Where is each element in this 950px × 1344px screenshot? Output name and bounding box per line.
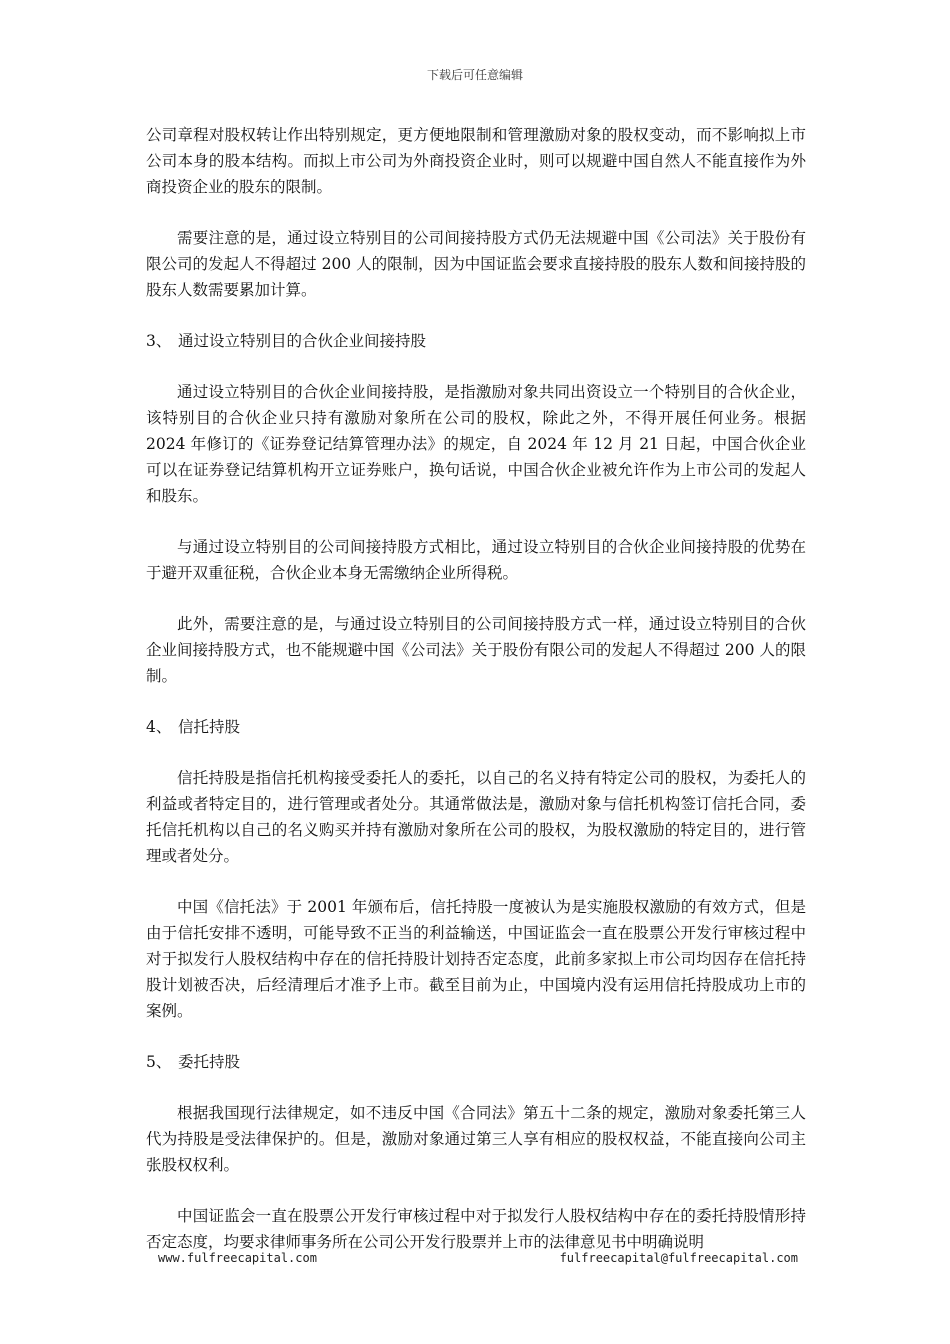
section-title: 通过设立特别目的合伙企业间接持股 <box>178 332 427 350</box>
paragraph: 需要注意的是，通过设立特别目的公司间接持股方式仍无法规避中国《公司法》关于股份有限公司的发起人不得超过 200 人的限制，因为中国证监会要求直接持股的股东人数和间接持股的股东人数需要累加计算。 <box>146 229 806 299</box>
section-heading-5 <box>146 1049 806 1075</box>
section-title: 信托持股 <box>178 718 241 736</box>
paragraph: 通过设立特别目的合伙企业间接持股，是指激励对象共同出资设立一个特别目的合伙企业，该特别目的合伙企业只持有激励对象所在公司的股权，除此之外，不得开展任何业务。根据 2024 年修订的《证券登记结算管理办法》的规定，自 2024 年 12 月 21 日起，中国合伙企业可以在证券登记结算机构开立证券账户，换句话说，中国合伙企业被允许作为上市公司的发起人和股东。 <box>146 383 806 505</box>
paragraph: 中国《信托法》于 2001 年颁布后，信托持股一度被认为是实施股权激励的有效方式，但是由于信托安排不透明，可能导致不正当的利益输送，中国证监会一直在股票公开发行审核过程中对于拟发行人股权结构中存在的信托持股计划持否定态度，此前多家拟上市公司均因存在信托持股计划被否决，后经清理后才准予上市。截至目前为止，中国境内没有运用信托持股成功上市的案例。 <box>146 898 806 1020</box>
paragraph-continuation: 公司章程对股权转让作出特别规定，更方便地限制和管理激励对象的股权变动，而不影响拟上市公司本身的股本结构。而拟上市公司为外商投资企业时，则可以规避中国自然人不能直接作为外商投资企业的股东的限制。 <box>146 126 806 196</box>
paragraph: 信托持股是指信托机构接受委托人的委托，以自己的名义持有特定公司的股权，为委托人的利益或者特定目的，进行管理或者处分。其通常做法是，激励对象与信托机构签订信托合同，委托信托机构以自己的名义购买并持有激励对象所在公司的股权，为股权激励的特定目的，进行管理或者处分。 <box>146 769 806 865</box>
paragraph: 中国证监会一直在股票公开发行审核过程中对于拟发行人股权结构中存在的委托持股情形持否定态度，均要求律师事务所在公司公开发行股票并上市的法律意见书中明确说明 <box>146 1207 806 1251</box>
paragraph: 与通过设立特别目的公司间接持股方式相比，通过设立特别目的合伙企业间接持股的优势在于避开双重征税，合伙企业本身无需缴纳企业所得税。 <box>146 538 806 582</box>
document-body <box>146 122 806 1280</box>
section-heading-3 <box>146 328 806 354</box>
section-number: 4、 <box>146 718 172 736</box>
footer-website: www.fulfreecapital.com <box>158 1251 317 1265</box>
paragraph: 根据我国现行法律规定，如不违反中国《合同法》第五十二条的规定，激励对象委托第三人代为持股是受法律保护的。但是，激励对象通过第三人享有相应的股权权益，不能直接向公司主张股权权利。 <box>146 1104 806 1174</box>
page-header-note: 下载后可任意编辑 <box>426 68 523 82</box>
section-heading-4 <box>146 714 806 740</box>
paragraph: 此外，需要注意的是，与通过设立特别目的公司间接持股方式一样，通过设立特别目的合伙企业间接持股方式，也不能规避中国《公司法》关于股份有限公司的发起人不得超过 200 人的限制。 <box>146 615 806 685</box>
section-title: 委托持股 <box>178 1053 241 1071</box>
section-number: 5、 <box>146 1053 172 1071</box>
footer-email: fulfreecapital@fulfreecapital.com <box>559 1251 798 1265</box>
section-number: 3、 <box>146 332 172 350</box>
